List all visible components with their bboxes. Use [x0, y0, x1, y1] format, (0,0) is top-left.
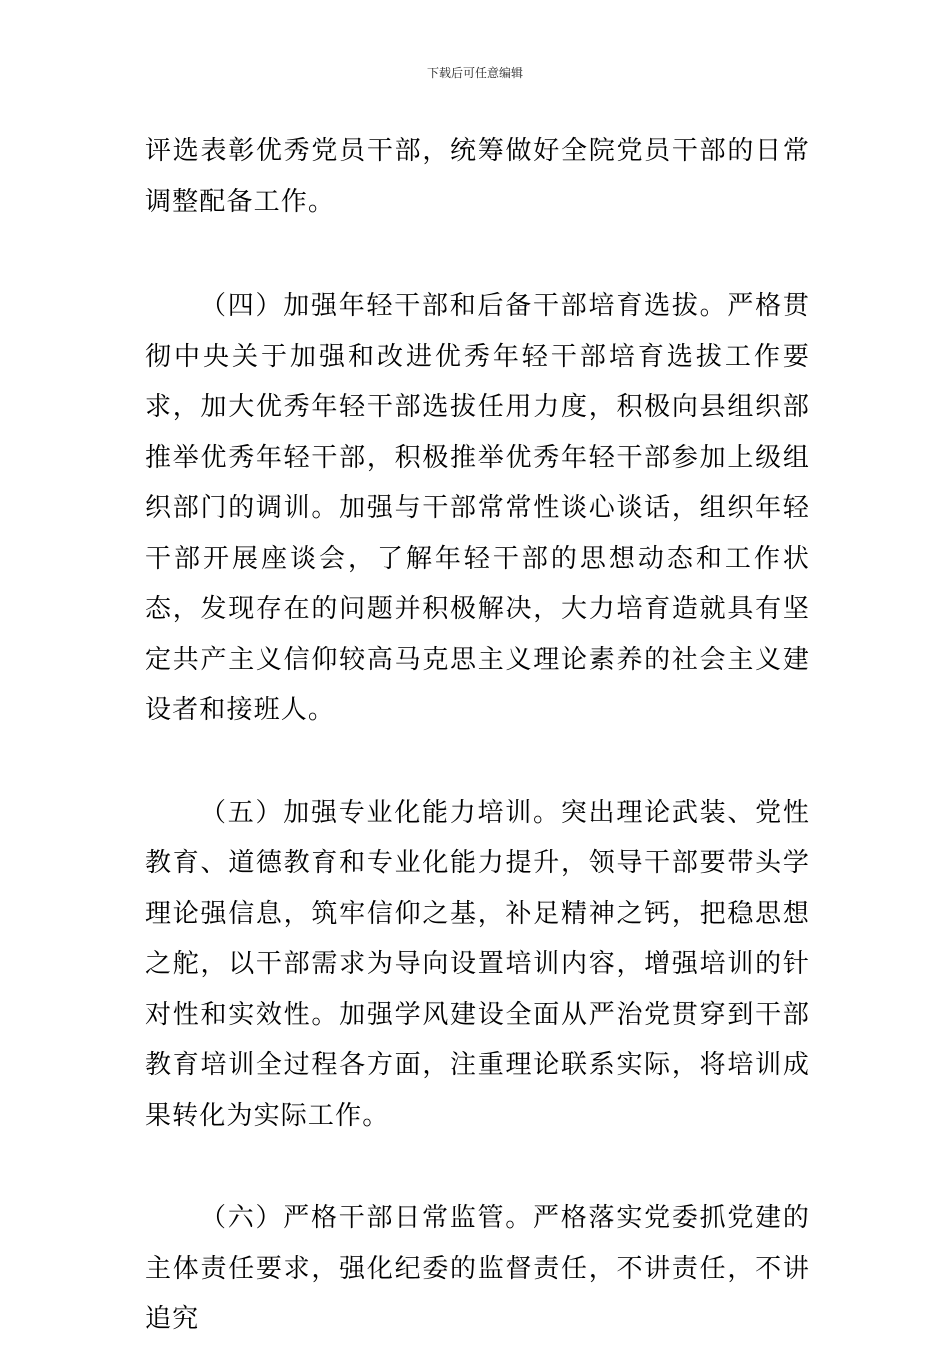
- paragraph-section-5: （五）加强专业化能力培训。突出理论武装、党性教育、道德教育和专业化能力提升，领导干部要带头学理论强信息，筑牢信仰之基，补足精神之钙，把稳思想之舵，以干部需求为导向设置培训内容，增强培训的针对性和实效性。加强学风建设全面从严治党贯穿到干部教育培训全过程各方面，注重理论联系实际，将培训成果转化为实际工作。: [145, 797, 810, 1131]
- paragraph-section-6: （六）严格干部日常监管。严格落实党委抓党建的主体责任要求，强化纪委的监督责任，不讲责任，不讲追究: [145, 1203, 810, 1334]
- paragraph-continuation: 评选表彰优秀党员干部，统筹做好全院党员干部的日常调整配备工作。: [145, 136, 810, 217]
- paragraph-section-4: （四）加强年轻干部和后备干部培育选拔。严格贯彻中央关于加强和改进优秀年轻干部培育选拔工作要求，加大优秀年轻干部选拔任用力度，积极向县组织部推举优秀年轻干部，积极推举优秀年轻干部参加上级组织部门的调训。加强与干部常常性谈心谈话，组织年轻干部开展座谈会，了解年轻干部的思想动态和工作状态，发现存在的问题并积极解决，大力培育造就具有坚定共产主义信仰较高马克思主义理论素养的社会主义建设者和接班人。: [145, 291, 810, 725]
- page-header: 下载后可任意编辑: [426, 66, 523, 80]
- document-body: [145, 126, 810, 1345]
